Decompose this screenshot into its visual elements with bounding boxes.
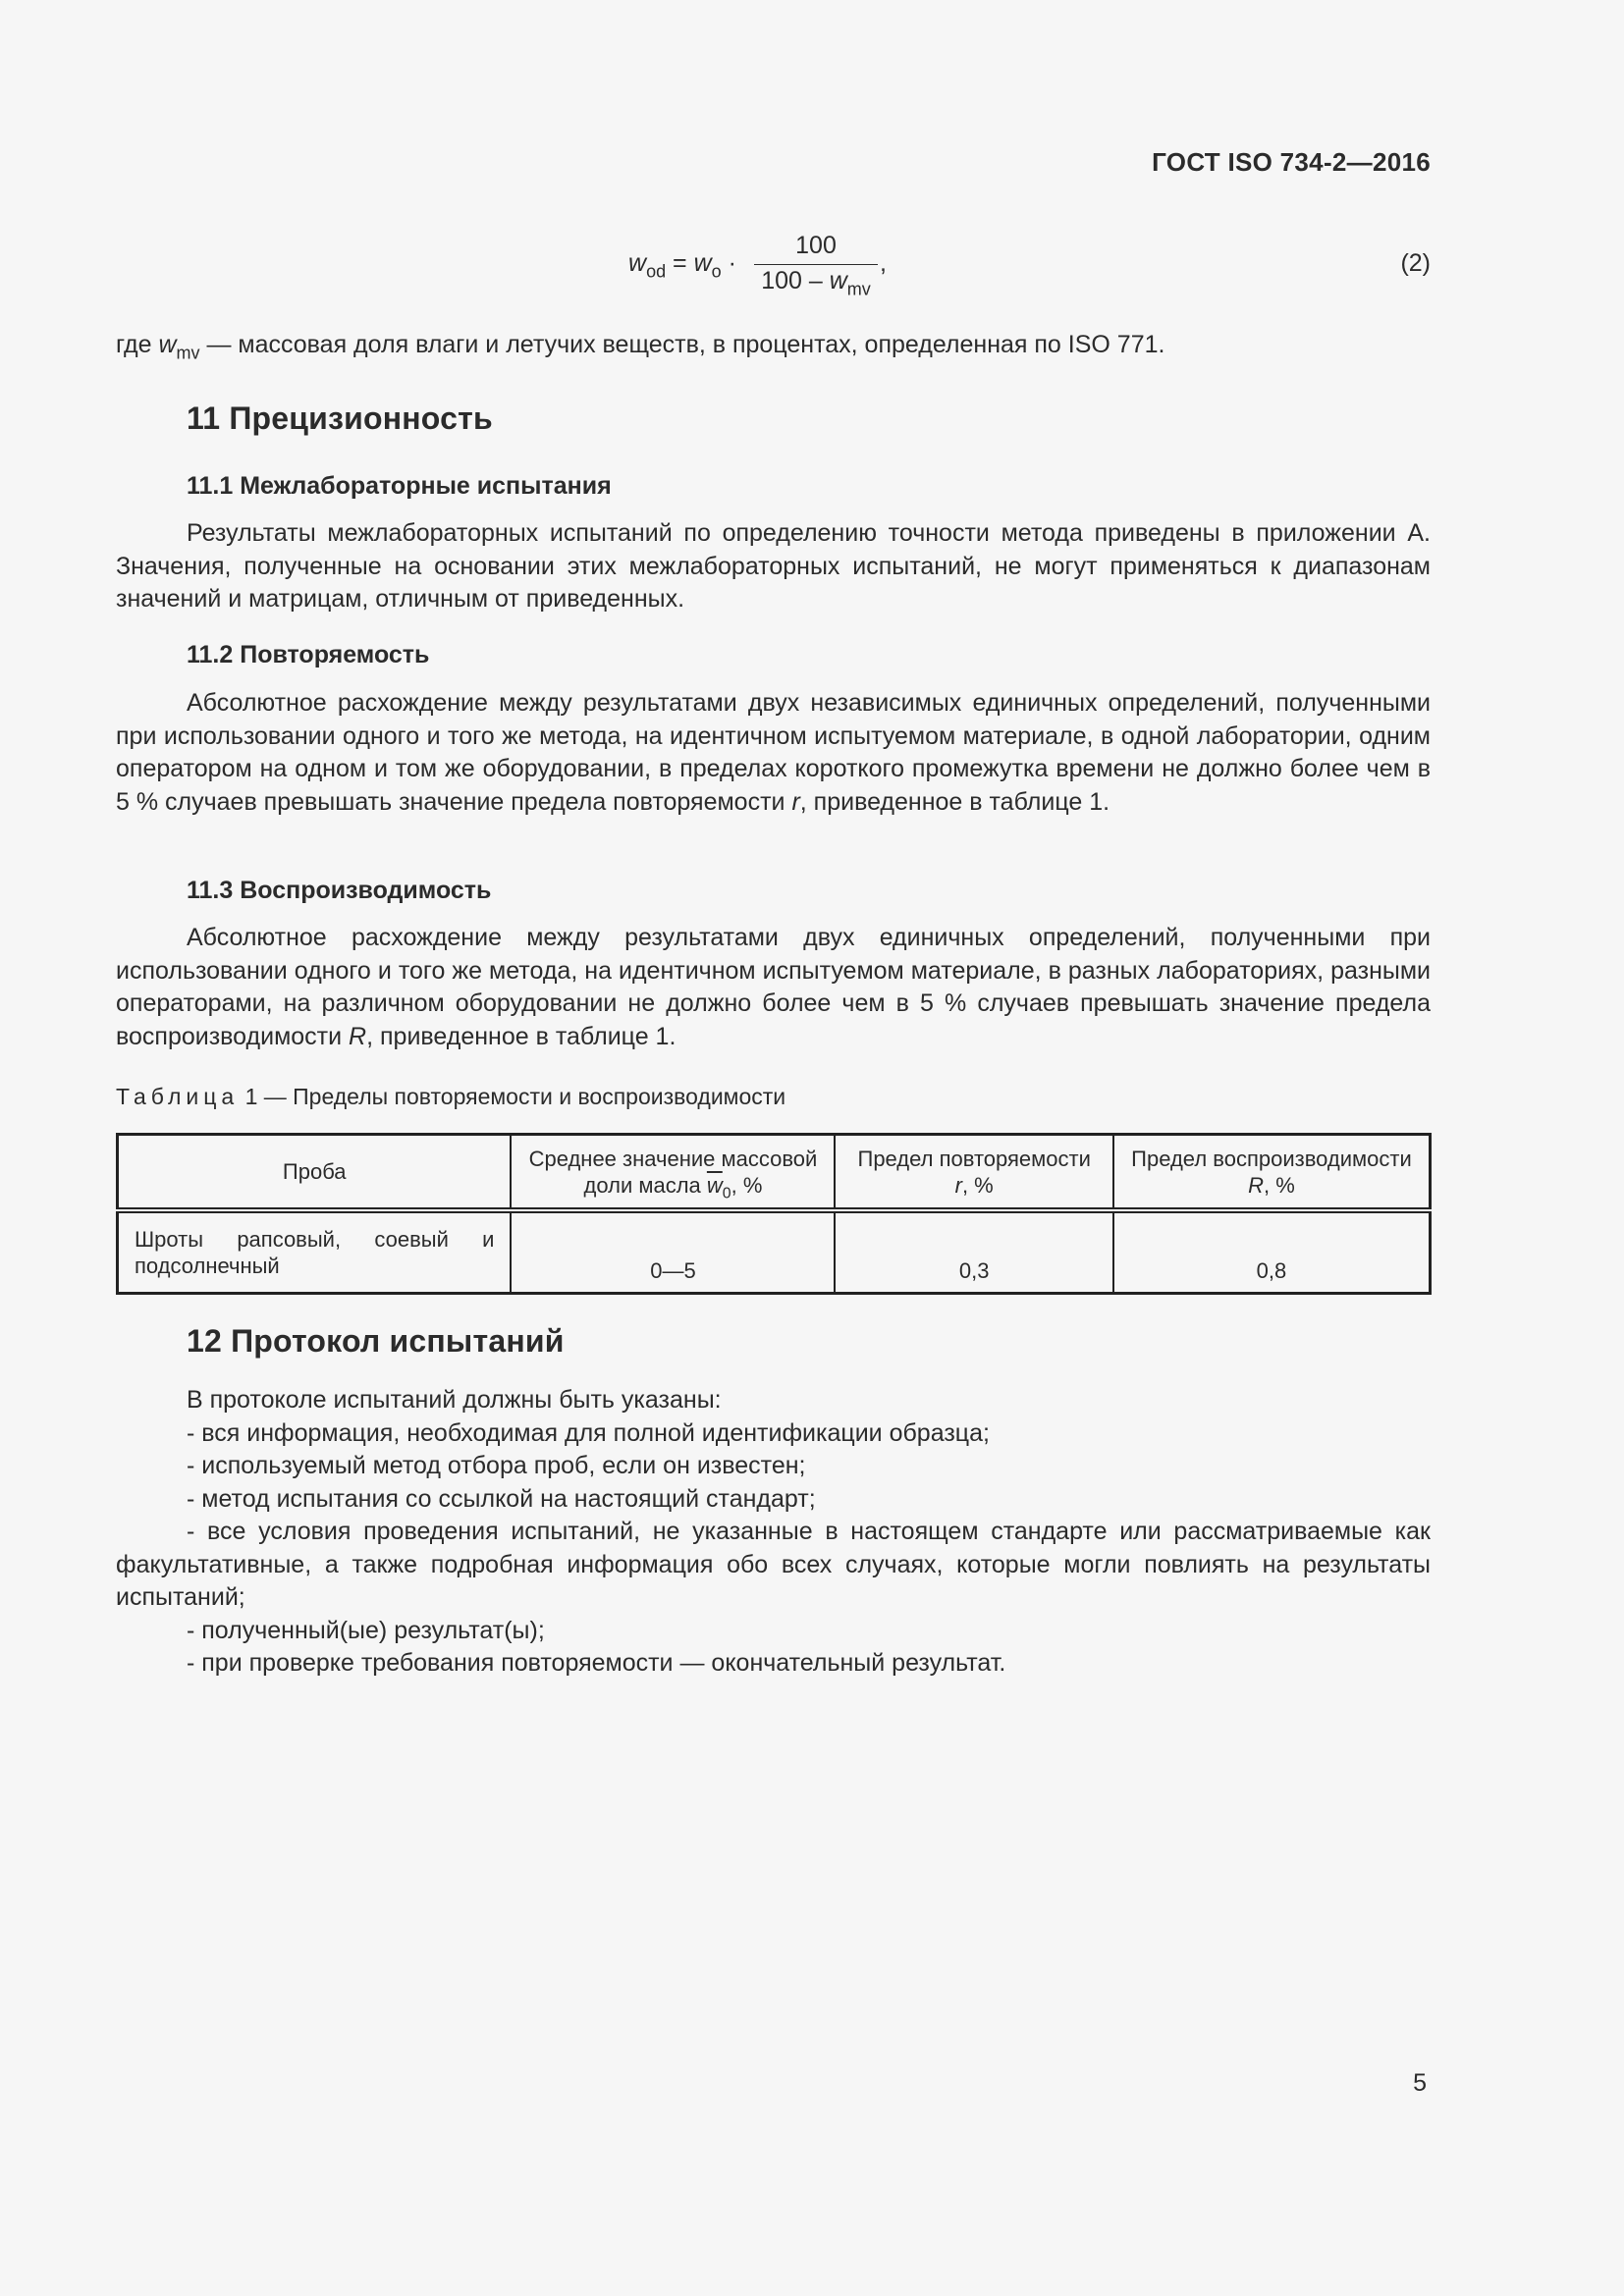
cell-mean: 0—5	[511, 1210, 835, 1294]
header-sample: Проба	[118, 1135, 512, 1211]
list-item: - полученный(ые) результат(ы);	[187, 1616, 545, 1644]
table-header-row	[118, 1135, 1431, 1211]
formula-lhs: $w_{od} = w_o$ ·	[628, 249, 736, 282]
section-11-title: 11 Прецизионность	[187, 400, 493, 436]
section-11-3-text: Абсолютное расхождение между результатами двух единичных определений, полученными при использовании одного и того же метода, на идентичном испытуемом материале, в разных лабораториях, разными операторами, на различном оборудовании не должно более чем в 5 % случаев превышать значение предела воспроизводимости R, приведенное в таблице 1.	[116, 924, 1431, 1050]
section-11-1-title: 11.1 Межлабораторные испытания	[187, 472, 612, 500]
protocol-intro: В протоколе испытаний должны быть указаны:	[187, 1386, 722, 1414]
section-11-2-text: Абсолютное расхождение между результатами двух независимых единичных определений, полученными при использовании одного и того же метода, на идентичном испытуемом материале, в одной лаборатории, одним оператором на одном и том же оборудовании, в пределах короткого промежутка времени не должно более чем в 5 % случаев превышать значение предела повторяемости r, приведенное в таблице 1.	[116, 689, 1431, 816]
cell-sample: Шроты рапсовый, соевый и подсолнечный	[118, 1210, 512, 1294]
where-clause: где $w_{mv}$ — массовая доля влаги и летучих веществ, в процентах, определенная по ISO 771.	[116, 331, 1165, 363]
formula-fraction	[754, 232, 878, 299]
table-row	[118, 1210, 1431, 1294]
formula-numerator: 100	[754, 232, 878, 265]
list-item: - при проверке требования повторяемости — окончательный результат.	[187, 1649, 1006, 1677]
formula-2	[0, 232, 1624, 300]
standard-header: ГОСТ ISO 734-2—2016	[1152, 147, 1431, 177]
header-reproducibility: Предел воспроизводимости R, %	[1113, 1135, 1431, 1211]
header-repeatability: Предел повторяемости r, %	[835, 1135, 1112, 1211]
table-1-caption: Таблица 1 — Пределы повторяемости и воспроизводимости	[116, 1084, 786, 1109]
list-item: - метод испытания со ссылкой на настоящий стандарт;	[187, 1484, 816, 1513]
section-11-1-text: Результаты межлабораторных испытаний по определению точности метода приведены в приложении А. Значения, полученные на основании этих межлабораторных испытаний, не могут применяться к диапазонам значений и матрицам, отличным от приведенных.	[116, 519, 1431, 613]
section-11-2-title: 11.2 Повторяемость	[187, 641, 430, 668]
list-item: - все условия проведения испытаний, не указанные в настоящем стандарте или рассматриваемые как факультативные, а также подробная информация обо всех случаях, которые могли повлиять на результаты испытаний;	[116, 1518, 1431, 1611]
cell-repeatability: 0,3	[835, 1210, 1112, 1294]
formula-denominator: $100 - w_{mv}$	[761, 267, 871, 299]
page-number: 5	[1413, 2069, 1427, 2097]
header-mean: Среднее значение массовой доли масла $\overline{w}_0$, %	[511, 1135, 835, 1211]
list-item: - вся информация, необходимая для полной идентификации образца;	[187, 1418, 990, 1447]
table-1	[116, 1133, 1432, 1295]
formula-number: (2)	[1400, 249, 1431, 277]
section-11-3-title: 11.3 Воспроизводимость	[187, 877, 492, 904]
section-12-title: 12 Протокол испытаний	[187, 1323, 565, 1359]
formula-comma: ,	[880, 249, 887, 277]
list-item: - используемый метод отбора проб, если он известен;	[187, 1452, 806, 1479]
protocol-list	[116, 1384, 1431, 1681]
cell-reproducibility: 0,8	[1113, 1210, 1431, 1294]
